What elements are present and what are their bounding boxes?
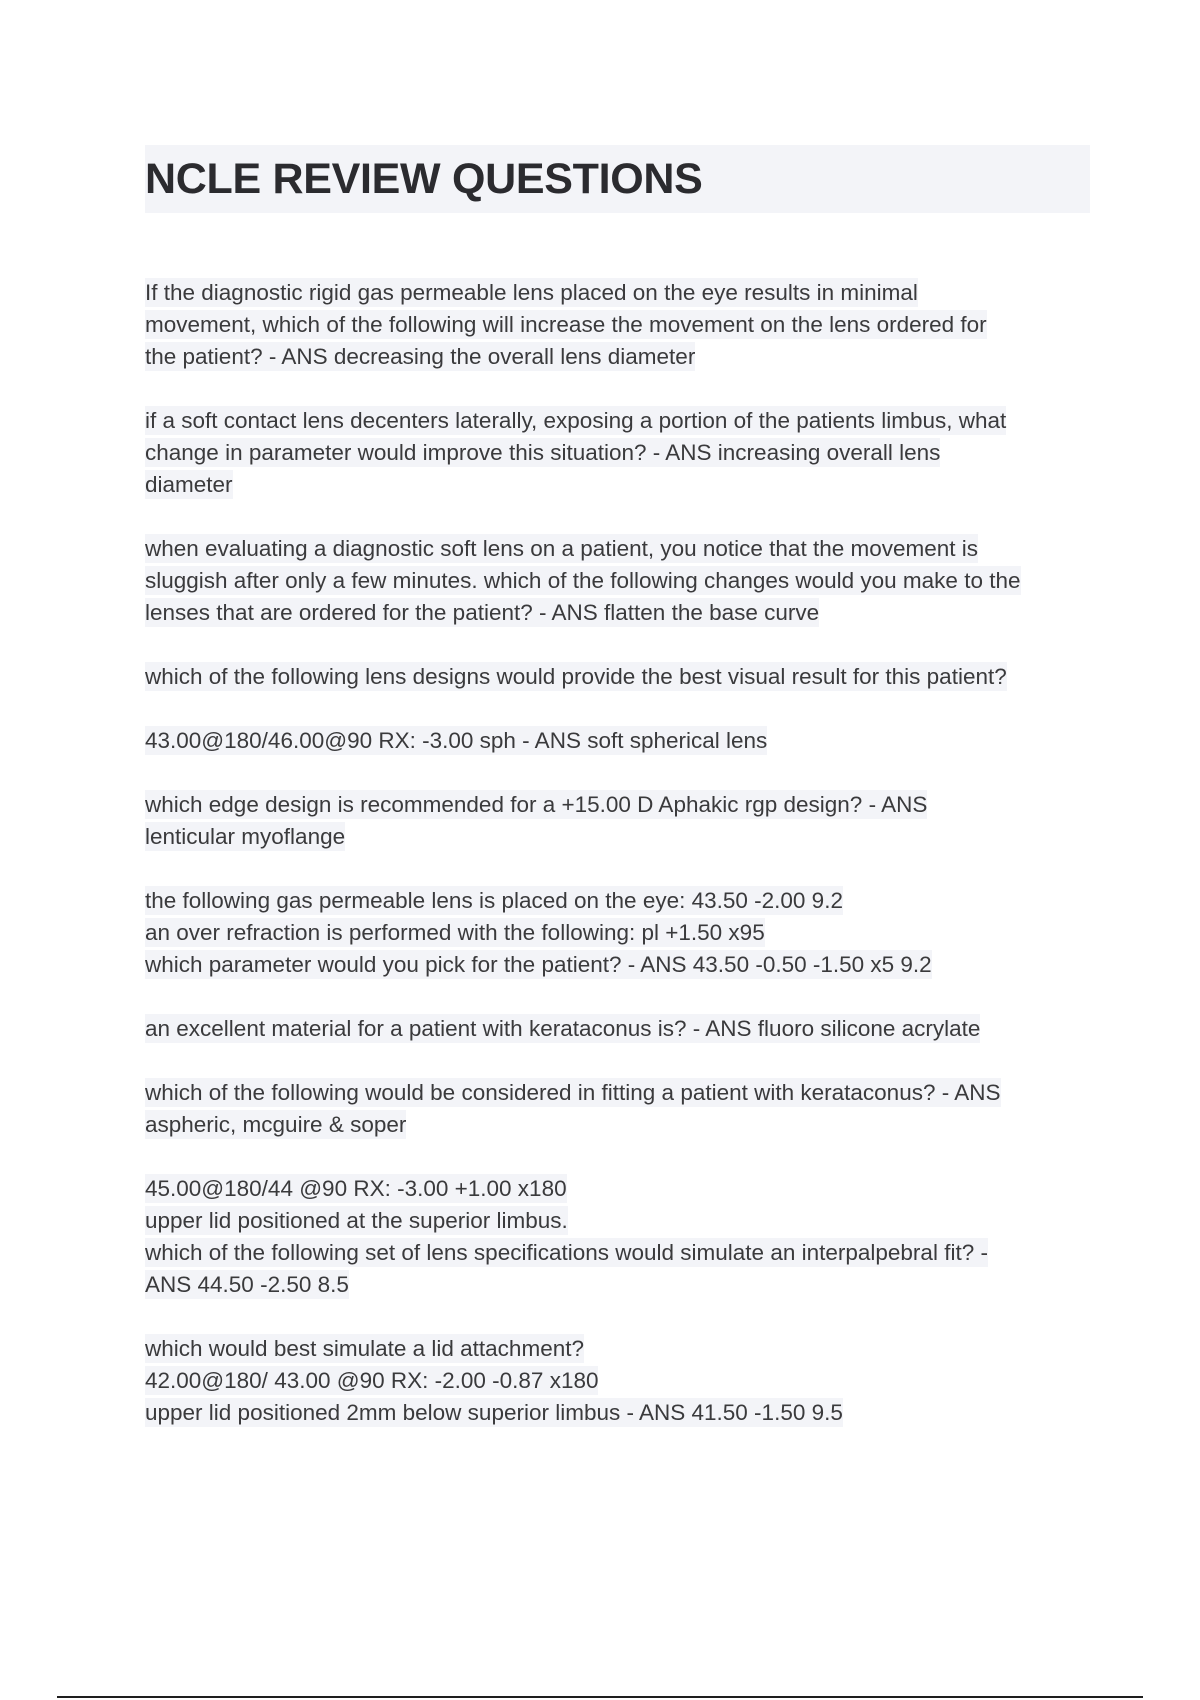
text-line: which of the following would be considered in fitting a patient with kerataconus? - ANS [145,1080,1001,1105]
text-line: which of the following set of lens specifications would simulate an interpalpebral fit? - [145,1240,988,1265]
document-page [145,145,1090,1461]
text-line: an over refraction is performed with the following: pl +1.50 x95 [145,920,765,945]
question-item [145,1333,1090,1429]
question-item [145,1013,1090,1045]
text-line: sluggish after only a few minutes. which of the following changes would you make to the [145,568,1021,593]
question-list [145,277,1090,1429]
text-line: upper lid positioned at the superior limbus. [145,1208,568,1233]
question-item [145,885,1090,981]
text-line: which parameter would you pick for the patient? - ANS 43.50 -0.50 -1.50 x5 9.2 [145,952,932,977]
text-line: the patient? - ANS decreasing the overall lens diameter [145,344,696,369]
text-line: the following gas permeable lens is placed on the eye: 43.50 -2.00 9.2 [145,888,843,913]
text-line: If the diagnostic rigid gas permeable lens placed on the eye results in minimal [145,280,918,305]
text-line: 42.00@180/ 43.00 @90 RX: -2.00 -0.87 x180 [145,1368,599,1393]
text-line: ANS 44.50 -2.50 8.5 [145,1272,349,1297]
text-line: an excellent material for a patient with kerataconus is? - ANS fluoro silicone acrylate [145,1016,981,1041]
question-item [145,789,1090,853]
text-line: lenses that are ordered for the patient? - ANS flatten the base curve [145,600,820,625]
text-line: which edge design is recommended for a +15.00 D Aphakic rgp design? - ANS [145,792,928,817]
title-band [145,145,1090,213]
text-line: if a soft contact lens decenters laterally, exposing a portion of the patients limbus, what [145,408,1007,433]
text-line: movement, which of the following will increase the movement on the lens ordered for [145,312,987,337]
text-line: diameter [145,472,233,497]
question-item [145,277,1090,373]
text-line: lenticular myoflange [145,824,346,849]
question-item [145,661,1090,693]
question-item [145,1173,1090,1301]
text-line: when evaluating a diagnostic soft lens on a patient, you notice that the movement is [145,536,979,561]
text-line: aspheric, mcguire & soper [145,1112,407,1137]
text-line: change in parameter would improve this situation? - ANS increasing overall lens [145,440,941,465]
question-item [145,533,1090,629]
question-item [145,725,1090,757]
text-line: which would best simulate a lid attachment? [145,1336,584,1361]
question-item [145,405,1090,501]
page-title: NCLE REVIEW QUESTIONS [145,154,703,203]
question-item [145,1077,1090,1141]
text-line: which of the following lens designs would provide the best visual result for this patient? [145,664,1007,689]
footer-divider [57,1696,1143,1698]
text-line: 45.00@180/44 @90 RX: -3.00 +1.00 x180 [145,1176,567,1201]
text-line: upper lid positioned 2mm below superior limbus - ANS 41.50 -1.50 9.5 [145,1400,843,1425]
text-line: 43.00@180/46.00@90 RX: -3.00 sph - ANS soft spherical lens [145,728,768,753]
